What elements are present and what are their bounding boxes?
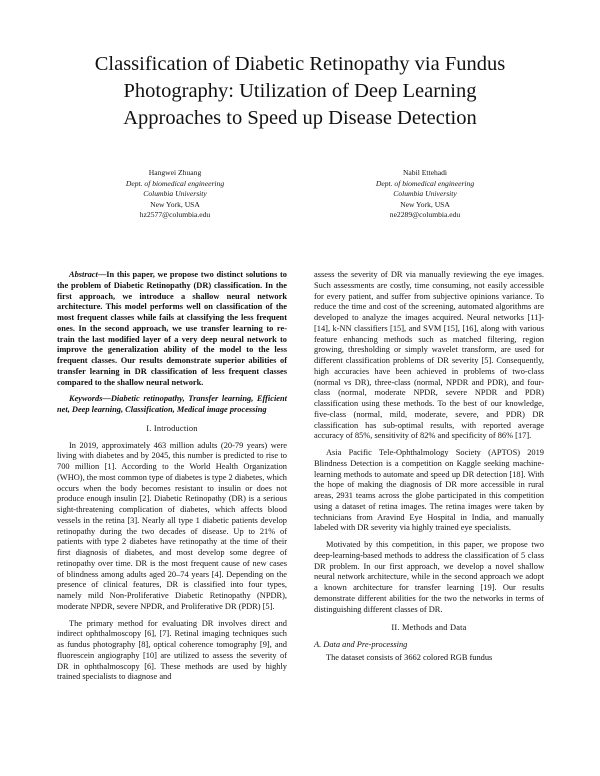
left-column <box>57 270 287 683</box>
author-name: Nabil Ettehadi <box>402 168 448 177</box>
title-line: Approaches to Speed up Disease Detection <box>123 107 477 129</box>
author-city: New York, USA <box>400 199 450 209</box>
title-line: Classification of Diabetic Retinopathy via Fundus <box>94 53 506 75</box>
keywords-text: —Diabetic retinopathy, Transfer learning, Efficient net, Deep learning, Classification, Medical image processing <box>57 394 287 414</box>
author-block <box>75 168 275 221</box>
author-email: hz2577@columbia.edu <box>139 210 211 219</box>
author-university: Columbia University <box>393 189 457 198</box>
author-department: Dept. of biomedical engineering <box>125 178 225 188</box>
subsection-heading-data: A. Data and Pre-processing <box>314 640 408 649</box>
intro-paragraph-1: In 2019, approximately 463 million adults (20-79 years) were living with diabetes and by 2045, this number is predicted to rise to 700 million [1]. According to the World Health Organization (WHO), the most common type of diabetes is type 2 diabetes, which occurs when the body becomes resistant to insulin or does not produce enough insulin [2]. Diabetic Retinopathy (DR) is a serious sight-threatening complication of diabetes, which affects blood vessels in the retina [3]. Nearly all type 1 diabetic patients develop retinopathy during the two decades of disease. Up to 21% of patients with type 2 diabetes have retinopathy at the time of their first diagnosis of diabetes, and most develop some degree of retinopathy over time. DR is the most frequent cause of new cases of blindness among adults aged 20–74 years [4]. Depending on the presence of clinical features, DR is classified into four types, namely mild Non-Proliferative Diabetic Retinopathy (NPDR), moderate NPDR, severe NPDR, and Proliferative DR (PDR) [5]. <box>57 440 287 611</box>
abstract <box>57 270 287 388</box>
author-university: Columbia University <box>143 189 207 198</box>
intro-paragraph-3: Asia Pacific Tele-Ophthalmology Society (APTOS) 2019 Blindness Detection is a competition on Kaggle seeking machine-learning methods to automate and speed up DR detection [18]. With the hope of making the diagnosis of DR more accessible in rural areas, 2931 teams across the globe participated in this competition using a dataset of retina images. The retina images were taken by technicians from Aravind Eye Hospital in India, and manually labeled with DR severity via highly trained eye specialists. <box>314 448 544 533</box>
keywords <box>57 394 287 416</box>
author-email: ne2289@columbia.edu <box>389 210 461 219</box>
abstract-label: Abstract <box>69 270 98 279</box>
author-city: New York, USA <box>150 199 200 209</box>
section-heading-introduction: I. Introduction <box>146 423 198 433</box>
abstract-text: —In this paper, we propose two distinct solutions to the problem of Diabetic Retinopathy (DR) classification. In the first approach, we introduce a shallow neural network architecture. This model performs well on classification of the most frequent classes while fails at classifying the less frequent ones. In the second approach, we use transfer learning to re-train the last modified layer of a very deep neural network to improve the generalization ability of the model to the less frequent classes. Our results demonstrate superior abilities of transfer learning in DR classification of less frequent classes compared to the shallow neural network. <box>57 270 287 387</box>
right-column <box>314 270 544 664</box>
section-heading-methods: II. Methods and Data <box>391 623 467 633</box>
keywords-label: Keywords <box>69 394 103 404</box>
author-department: Dept. of biomedical engineering <box>375 178 475 188</box>
author-block <box>325 168 525 221</box>
intro-paragraph-4: Motivated by this competition, in this paper, we propose two deep-learning-based methods to address the classification of 5 class DR problem. In our first approach, we develop a novel shallow neural network architecture, while in the second approach we adopt a known architecture for transfer learning [19]. Our results demonstrate different abilities for the two the networks in terms of distinguishing different classes of DR. <box>314 540 544 614</box>
paper-title <box>40 51 560 132</box>
title-line: Photography: Utilization of Deep Learning <box>123 80 477 102</box>
author-name: Hangwei Zhuang <box>148 168 202 177</box>
intro-paragraph-2-continued: assess the severity of DR via manually reviewing the eye images. Such assessments are costly, time consuming, not easily accessible for every patient, and suffer from subjective opinions variance. To reduce the time and cost of the screening, automated algorithms are developed to analyze the images acquired. Neural networks [11]-[14], k-NN classifiers [15], and SVM [15], [16], along with various feature enhancing methods such as matched filtering, region growing, thresholding or simply wavelet transform, are used for different classification problems of DR severity [5]. Consequently, high accuracies have been achieved in problems of two-class (normal vs DR), three-class (normal, NPDR and PDR), and four-class (normal, moderate NPDR, severe NPDR and PDR) classification using these methods. To the best of our knowledge, five-class (normal, mild, moderate, severe, and PDR) DR classification has sub-optimal results, with reported average accuracy of 85%, sensitivity of 82% and specificity of 86% [17]. <box>314 270 544 441</box>
methods-paragraph-1: The dataset consists of 3662 colored RGB fundus <box>326 652 493 662</box>
intro-paragraph-2: The primary method for evaluating DR involves direct and indirect ophthalmoscopy [6], [7]. Retinal imaging techniques such as fundus photography [8], optical coherence tomography [9], and fluorescein angiography [10] are utilized to assess the severity of DR in ophthalmoscopy [6]. These methods are used by highly trained specialists to diagnose and <box>57 618 287 682</box>
